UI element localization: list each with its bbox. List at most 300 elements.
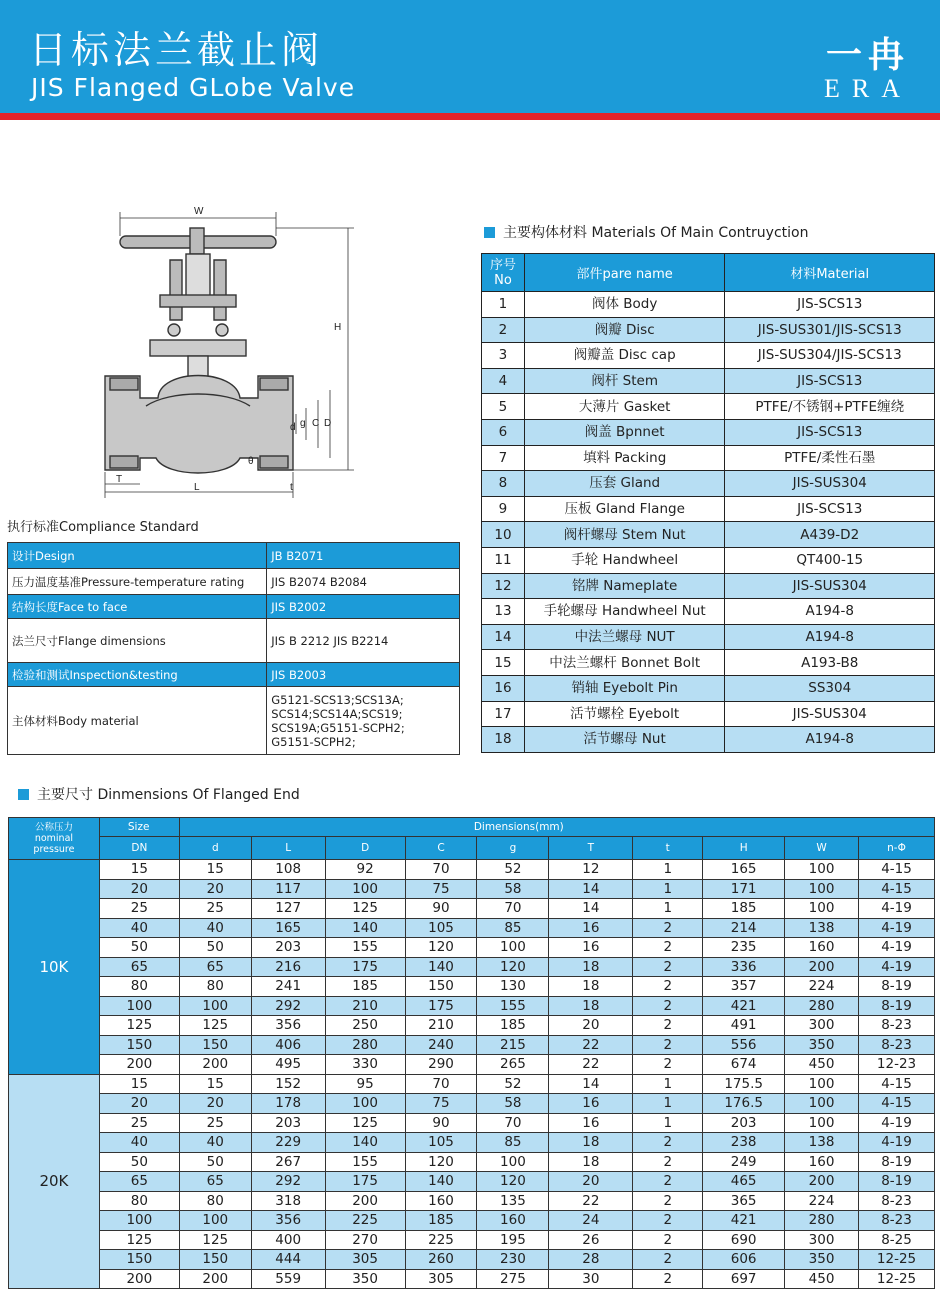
dim-cell: 8-23 [859,1016,935,1036]
dim-cell: 100 [785,860,859,880]
dim-cell: 8-25 [859,1230,935,1250]
dim-cell: 2 [633,938,703,958]
material-material-cell: JIS-SUS301/JIS-SCS13 [725,317,935,343]
table-row [482,394,935,420]
dim-cell: 90 [405,1113,477,1133]
material-material-cell: PTFE/不锈钢+PTFE缠绕 [725,394,935,420]
dim-cell: 300 [785,1230,859,1250]
dim-cell: 8-19 [859,977,935,997]
dim-cell: 16 [549,918,633,938]
table-row [9,1055,935,1075]
dim-cell: 674 [703,1055,785,1075]
material-part-name-cell: 阀瓣 Disc [524,317,725,343]
dim-cell: 25 [99,1113,179,1133]
dim-cell: 215 [477,1035,549,1055]
dim-cell: 20 [549,1172,633,1192]
dim-cell: 240 [405,1035,477,1055]
dim-cell: 25 [99,899,179,919]
dim-cell: 2 [633,1269,703,1289]
dim-cell: 305 [325,1250,405,1270]
table-row [8,569,460,595]
table-row [482,701,935,727]
standard-item-cell: 法兰尺寸Flange dimensions [8,619,267,663]
dim-cell: 50 [179,938,251,958]
material-no-cell: 7 [482,445,525,471]
dim-cell: 14 [549,899,633,919]
dim-col-header: DN [99,837,179,860]
table-row [9,879,935,899]
title-english: JIS Flanged GLobe Valve [31,73,356,102]
material-no-cell: 12 [482,573,525,599]
dim-cell: 20 [179,1094,251,1114]
logo-glyph: 一冉 [825,35,910,76]
dim-cell: 275 [477,1269,549,1289]
table-row [9,1094,935,1114]
dim-cell: 8-19 [859,1172,935,1192]
dim-cell: 165 [703,860,785,880]
dimensions-heading: 主要尺寸 Dinmensions Of Flanged End [18,786,300,804]
standard-value-cell: JB B2071 [267,543,460,569]
dim-cell: 235 [703,938,785,958]
dim-cell: 1 [633,1113,703,1133]
dim-cell: 150 [405,977,477,997]
table-row [482,599,935,625]
dim-cell: 241 [251,977,325,997]
dim-cell: 65 [179,957,251,977]
material-part-name-cell: 压套 Gland [524,471,725,497]
dim-cell: 50 [99,938,179,958]
dim-cell: 350 [785,1250,859,1270]
dim-cell: 2 [633,1172,703,1192]
title-chinese: 日标法兰截止阀 [29,28,324,72]
dim-cell: 265 [477,1055,549,1075]
material-material-cell: A194-8 [725,624,935,650]
dim-cell: 16 [549,1094,633,1114]
dim-cell: 125 [325,899,405,919]
table-row [482,624,935,650]
dim-col-header: g [477,837,549,860]
dim-cell: 200 [179,1055,251,1075]
material-material-cell: A194-8 [725,727,935,753]
dim-cell: 175 [405,996,477,1016]
dim-cell: 365 [703,1191,785,1211]
dim-cell: 444 [251,1250,325,1270]
dim-cell: 92 [325,860,405,880]
dim-cell: 70 [405,1074,477,1094]
col-no: 序号 No [482,254,525,292]
dim-cell: 40 [99,918,179,938]
label-d-small: d [290,422,296,433]
col-part-name: 部件pare name [524,254,725,292]
dim-cell: 356 [251,1211,325,1231]
dim-cell: 125 [99,1230,179,1250]
table-row [482,547,935,573]
dim-cell: 165 [251,918,325,938]
table-row [9,1152,935,1172]
table-row [482,317,935,343]
dim-cell: 100 [785,879,859,899]
table-row [9,996,935,1016]
dim-cell: 2 [633,1211,703,1231]
dim-cell: 1 [633,879,703,899]
logo-text: ERA [824,74,912,103]
dim-cell: 75 [405,879,477,899]
table-row [482,419,935,445]
dim-cell: 15 [99,860,179,880]
dim-cell: 22 [549,1191,633,1211]
dim-cell: 280 [785,996,859,1016]
material-no-cell: 9 [482,496,525,522]
dim-cell: 18 [549,957,633,977]
dim-cell: 100 [785,1113,859,1133]
dim-cell: 50 [99,1152,179,1172]
dim-cell: 230 [477,1250,549,1270]
material-part-name-cell: 阀杆螺母 Stem Nut [524,522,725,548]
col-material: 材料Material [725,254,935,292]
dim-cell: 4-19 [859,1113,935,1133]
standard-item-cell: 结构长度Face to face [8,595,267,619]
dim-cell: 4-15 [859,860,935,880]
dim-cell: 357 [703,977,785,997]
label-h: H [334,322,342,333]
dim-cell: 292 [251,1172,325,1192]
dim-cell: 20 [179,879,251,899]
standard-item-cell: 主体材料Body material [8,687,267,755]
dim-cell: 18 [549,1133,633,1153]
material-material-cell: A439-D2 [725,522,935,548]
material-no-cell: 2 [482,317,525,343]
dim-cell: 280 [325,1035,405,1055]
dim-cell: 300 [785,1016,859,1036]
table-row [482,573,935,599]
material-part-name-cell: 阀瓣盖 Disc cap [524,343,725,369]
dim-cell: 200 [325,1191,405,1211]
dim-cell: 1 [633,1094,703,1114]
dim-cell: 270 [325,1230,405,1250]
dim-cell: 421 [703,1211,785,1231]
table-row [482,727,935,753]
dim-cell: 2 [633,957,703,977]
label-c: C [312,418,320,429]
label-w: W [194,206,204,217]
table-row [482,343,935,369]
dim-cell: 225 [405,1230,477,1250]
square-bullet-icon [484,227,495,238]
dim-cell: 105 [405,1133,477,1153]
dim-cell: 200 [99,1269,179,1289]
dim-cell: 152 [251,1074,325,1094]
dim-cell: 52 [477,860,549,880]
dim-cell: 4-15 [859,1094,935,1114]
dim-cell: 100 [785,899,859,919]
dim-cell: 318 [251,1191,325,1211]
dim-cell: 185 [325,977,405,997]
material-part-name-cell: 阀杆 Stem [524,368,725,394]
dim-cell: 100 [325,879,405,899]
dim-cell: 100 [179,996,251,1016]
dim-cell: 90 [405,899,477,919]
era-logo [818,35,918,106]
dim-cell: 40 [179,1133,251,1153]
dim-cell: 100 [179,1211,251,1231]
material-material-cell: QT400-15 [725,547,935,573]
dim-cell: 155 [477,996,549,1016]
dim-cell: 8-23 [859,1211,935,1231]
label-t-big: T [116,474,123,485]
col-size: Size [99,818,179,837]
dim-cell: 140 [405,957,477,977]
material-no-cell: 10 [482,522,525,548]
dim-cell: 85 [477,1133,549,1153]
dim-cell: 100 [477,938,549,958]
dim-cell: 4-19 [859,957,935,977]
dim-cell: 229 [251,1133,325,1153]
table-row [8,663,460,687]
dim-cell: 4-15 [859,1074,935,1094]
material-part-name-cell: 阀体 Body [524,292,725,318]
dim-cell: 2 [633,918,703,938]
materials-table [481,253,935,753]
dim-cell: 210 [405,1016,477,1036]
material-no-cell: 4 [482,368,525,394]
dim-cell: 200 [785,957,859,977]
compliance-table [7,542,460,755]
table-row [482,675,935,701]
dim-cell: 175 [325,1172,405,1192]
material-material-cell: JIS-SUS304 [725,471,935,497]
dim-col-header: D [325,837,405,860]
dim-cell: 8-19 [859,1152,935,1172]
dim-cell: 14 [549,879,633,899]
dim-cell: 150 [99,1250,179,1270]
dim-cell: 175.5 [703,1074,785,1094]
material-part-name-cell: 阀盖 Bpnnet [524,419,725,445]
dim-cell: 4-19 [859,918,935,938]
dim-cell: 224 [785,977,859,997]
material-no-cell: 1 [482,292,525,318]
dim-cell: 2 [633,1250,703,1270]
dim-col-header: d [179,837,251,860]
material-no-cell: 3 [482,343,525,369]
dim-cell: 330 [325,1055,405,1075]
col-nominal-pressure: 公称压力 nominal pressure [9,818,100,860]
dim-cell: 12-23 [859,1055,935,1075]
dim-cell: 15 [99,1074,179,1094]
dim-cell: 105 [405,918,477,938]
dim-cell: 120 [477,1172,549,1192]
dim-cell: 171 [703,879,785,899]
dim-cell: 225 [325,1211,405,1231]
material-part-name-cell: 大薄片 Gasket [524,394,725,420]
material-part-name-cell: 活节螺母 Nut [524,727,725,753]
table-row [8,619,460,663]
table-row [9,899,935,919]
standard-value-cell: G5121-SCS13;SCS13A; SCS14;SCS14A;SCS19; SCS19A;G5151-SCPH2; G5151-SCPH2; [267,687,460,755]
dim-cell: 336 [703,957,785,977]
table-row [9,1172,935,1192]
dim-cell: 280 [785,1211,859,1231]
dim-cell: 130 [477,977,549,997]
dim-cell: 178 [251,1094,325,1114]
label-l: L [194,482,200,493]
dim-cell: 4-15 [859,879,935,899]
dim-cell: 185 [703,899,785,919]
dim-cell: 185 [405,1211,477,1231]
material-part-name-cell: 手轮 Handwheel [524,547,725,573]
valve-drawing [90,200,370,505]
dim-cell: 28 [549,1250,633,1270]
label-t-small: t [290,482,293,493]
dim-cell: 155 [325,1152,405,1172]
material-material-cell: SS304 [725,675,935,701]
dim-cell: 1 [633,1074,703,1094]
dim-cell: 120 [477,957,549,977]
dim-cell: 2 [633,1230,703,1250]
dim-cell: 12-25 [859,1269,935,1289]
dim-cell: 495 [251,1055,325,1075]
dim-cell: 100 [99,1211,179,1231]
dim-cell: 120 [405,1152,477,1172]
dim-cell: 260 [405,1250,477,1270]
dim-cell: 140 [325,1133,405,1153]
dim-cell: 2 [633,1055,703,1075]
dim-cell: 160 [785,1152,859,1172]
table-row [482,471,935,497]
dim-cell: 160 [785,938,859,958]
table-row [9,957,935,977]
table-row [9,1016,935,1036]
compliance-heading: 执行标准Compliance Standard [7,520,199,535]
material-part-name-cell: 中法兰螺母 NUT [524,624,725,650]
material-no-cell: 8 [482,471,525,497]
dim-col-header: n-Φ [859,837,935,860]
dim-cell: 556 [703,1035,785,1055]
table-row [8,595,460,619]
dim-cell: 58 [477,1094,549,1114]
material-part-name-cell: 中法兰螺杆 Bonnet Bolt [524,650,725,676]
dim-cell: 125 [179,1230,251,1250]
standard-value-cell: JIS B2074 B2084 [267,569,460,595]
col-dimensions: Dimensions(mm) [179,818,934,837]
dim-cell: 697 [703,1269,785,1289]
material-part-name-cell: 压板 Gland Flange [524,496,725,522]
dim-cell: 690 [703,1230,785,1250]
materials-heading: 主要构体材料 Materials Of Main Contruyction [484,224,808,242]
dim-cell: 2 [633,996,703,1016]
table-row [9,1035,935,1055]
dim-cell: 2 [633,1133,703,1153]
dim-col-header: L [251,837,325,860]
material-material-cell: JIS-SCS13 [725,496,935,522]
dim-cell: 305 [405,1269,477,1289]
label-g: g [300,418,306,429]
dim-cell: 20 [99,1094,179,1114]
dim-cell: 120 [405,938,477,958]
material-part-name-cell: 填料 Packing [524,445,725,471]
dim-cell: 18 [549,1152,633,1172]
material-part-name-cell: 手轮螺母 Handwheel Nut [524,599,725,625]
table-row [482,650,935,676]
dim-cell: 2 [633,1016,703,1036]
dim-cell: 127 [251,899,325,919]
dim-cell: 16 [549,1113,633,1133]
dim-cell: 80 [99,977,179,997]
dim-cell: 4-19 [859,938,935,958]
page-header [0,0,940,113]
dim-cell: 176.5 [703,1094,785,1114]
dim-col-header: H [703,837,785,860]
dim-cell: 224 [785,1191,859,1211]
dim-cell: 40 [179,918,251,938]
material-no-cell: 14 [482,624,525,650]
dim-cell: 12 [549,860,633,880]
standard-value-cell: JIS B2003 [267,663,460,687]
dim-cell: 20 [99,879,179,899]
dim-cell: 421 [703,996,785,1016]
standard-value-cell: JIS B 2212 JIS B2214 [267,619,460,663]
table-row [9,1250,935,1270]
dim-cell: 65 [99,1172,179,1192]
dim-cell: 155 [325,938,405,958]
dim-cell: 70 [477,1113,549,1133]
table-row [9,1211,935,1231]
table-row [482,496,935,522]
dim-cell: 65 [99,957,179,977]
dim-cell: 16 [549,938,633,958]
dim-cell: 150 [179,1035,251,1055]
label-d-big: D [324,418,332,429]
standard-item-cell: 压力温度基准Pressure-temperature rating [8,569,267,595]
material-no-cell: 15 [482,650,525,676]
dim-cell: 203 [251,938,325,958]
dim-cell: 20 [549,1016,633,1036]
dim-cell: 100 [785,1094,859,1114]
dim-cell: 150 [179,1250,251,1270]
dim-cell: 25 [179,899,251,919]
dim-cell: 18 [549,977,633,997]
dim-cell: 1 [633,899,703,919]
table-row [482,522,935,548]
material-material-cell: JIS-SCS13 [725,419,935,445]
material-material-cell: JIS-SCS13 [725,368,935,394]
dim-cell: 200 [99,1055,179,1075]
table-row [9,1113,935,1133]
dim-cell: 100 [99,996,179,1016]
material-no-cell: 5 [482,394,525,420]
dim-cell: 58 [477,879,549,899]
material-part-name-cell: 销轴 Eyebolt Pin [524,675,725,701]
material-part-name-cell: 活节螺栓 Eyebolt [524,701,725,727]
dim-cell: 450 [785,1269,859,1289]
dim-cell: 138 [785,1133,859,1153]
square-bullet-icon [18,789,29,800]
material-no-cell: 6 [482,419,525,445]
dim-cell: 559 [251,1269,325,1289]
dim-cell: 450 [785,1055,859,1075]
material-no-cell: 17 [482,701,525,727]
table-row [8,687,460,755]
table-row [9,918,935,938]
material-no-cell: 11 [482,547,525,573]
dim-cell: 216 [251,957,325,977]
dimensions-table [8,817,935,1289]
material-material-cell: JIS-SUS304 [725,701,935,727]
dim-cell: 22 [549,1035,633,1055]
dim-cell: 249 [703,1152,785,1172]
dim-cell: 203 [703,1113,785,1133]
dim-cell: 25 [179,1113,251,1133]
material-part-name-cell: 铭牌 Nameplate [524,573,725,599]
